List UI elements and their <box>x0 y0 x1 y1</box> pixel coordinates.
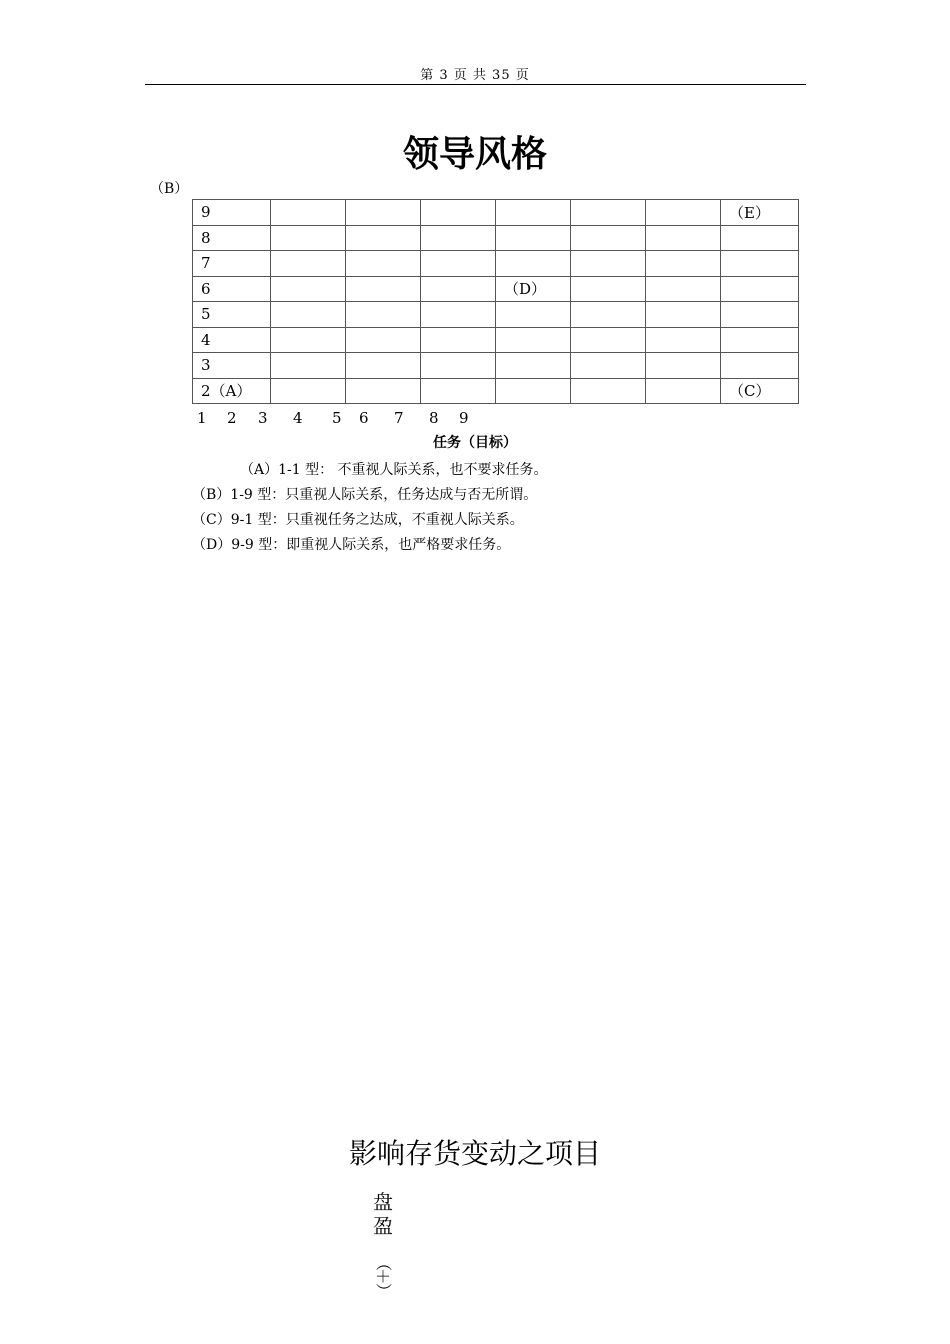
grid-cell <box>646 276 721 302</box>
bracket-open: （ <box>374 1254 393 1271</box>
grid-row-label: 3 <box>193 353 271 379</box>
grid-cell <box>646 353 721 379</box>
grid-cell <box>721 276 799 302</box>
leadership-grid <box>192 199 799 404</box>
page-title: 领导风格 <box>402 134 547 175</box>
grid-cell <box>496 200 571 226</box>
grid-cell <box>346 276 421 302</box>
x-tick: 3 <box>258 409 268 427</box>
grid-cell <box>421 251 496 277</box>
grid-row-label: 7 <box>193 251 271 277</box>
x-tick: 5 <box>332 409 342 427</box>
grid-cell <box>571 276 646 302</box>
x-tick: 9 <box>459 409 469 427</box>
x-tick: 6 <box>359 409 369 427</box>
legend-item: （A）1-1 型： 不重视人际关系，也不要求任务。 <box>240 462 548 478</box>
grid-row <box>193 327 799 353</box>
x-tick: 7 <box>394 409 404 427</box>
vertical-label <box>371 1190 395 1238</box>
section-title: 影响存货变动之项目 <box>348 1137 601 1170</box>
grid-cell <box>271 353 346 379</box>
vertical-char: 盘 <box>373 1190 393 1214</box>
x-axis-ticks <box>0 409 950 429</box>
grid-row-label: 2（A） <box>193 378 271 404</box>
grid-cell <box>271 378 346 404</box>
grid-row <box>193 225 799 251</box>
grid-cell <box>346 225 421 251</box>
grid-cell <box>721 353 799 379</box>
grid-row <box>193 378 799 404</box>
grid-cell <box>496 251 571 277</box>
grid-cell <box>646 251 721 277</box>
grid-cell <box>271 302 346 328</box>
grid-cell <box>646 302 721 328</box>
grid-cell <box>571 353 646 379</box>
x-tick: 8 <box>429 409 439 427</box>
grid-cell <box>571 251 646 277</box>
grid-cell <box>721 225 799 251</box>
grid-row-label: 6 <box>193 276 271 302</box>
grid-cell <box>271 225 346 251</box>
grid-cell <box>346 327 421 353</box>
grid-cell <box>271 327 346 353</box>
x-tick: 2 <box>227 409 237 427</box>
vertical-bracket <box>373 1256 393 1298</box>
y-axis-label: （B） <box>150 181 189 197</box>
x-axis-label: 任务（目标） <box>433 435 517 451</box>
grid-cell <box>571 302 646 328</box>
plus-sign: ＋ <box>374 1267 391 1286</box>
grid-cell <box>721 327 799 353</box>
grid-cell: （D） <box>496 276 571 302</box>
grid-cell <box>496 378 571 404</box>
grid-row <box>193 353 799 379</box>
x-tick: 1 <box>197 409 207 427</box>
grid-cell <box>271 276 346 302</box>
legend-item: （D）9-9 型：即重视人际关系，也严格要求任务。 <box>192 537 511 553</box>
legend <box>192 458 548 558</box>
grid-row-label: 4 <box>193 327 271 353</box>
grid-cell <box>496 225 571 251</box>
grid-cell <box>421 378 496 404</box>
grid-cell <box>271 200 346 226</box>
grid-cell <box>421 200 496 226</box>
grid-cell <box>346 251 421 277</box>
grid-cell <box>721 251 799 277</box>
grid-row-label: 9 <box>193 200 271 226</box>
grid-row-label: 5 <box>193 302 271 328</box>
grid-cell <box>571 378 646 404</box>
vertical-char: 盈 <box>373 1214 393 1238</box>
bracket-close: ） <box>374 1282 393 1299</box>
legend-item: （B）1-9 型：只重视人际关系，任务达成与否无所谓。 <box>192 487 538 503</box>
header-divider <box>145 84 806 85</box>
grid-cell <box>421 302 496 328</box>
grid-cell <box>571 225 646 251</box>
grid-row <box>193 200 799 226</box>
grid-row <box>193 251 799 277</box>
grid-cell <box>496 353 571 379</box>
grid-cell <box>271 251 346 277</box>
grid-cell <box>346 200 421 226</box>
grid-cell <box>646 378 721 404</box>
x-tick: 4 <box>293 409 303 427</box>
grid-cell <box>646 200 721 226</box>
grid-cell <box>571 327 646 353</box>
grid-cell <box>421 327 496 353</box>
grid-cell <box>721 302 799 328</box>
legend-item: （C）9-1 型：只重视任务之达成，不重视人际关系。 <box>192 512 524 528</box>
grid-cell <box>421 353 496 379</box>
grid-row <box>193 302 799 328</box>
page-indicator: 第 3 页 共 35 页 <box>420 68 530 83</box>
grid-cell <box>646 327 721 353</box>
grid-cell <box>421 225 496 251</box>
grid-cell <box>496 327 571 353</box>
grid-cell: （C） <box>721 378 799 404</box>
grid-cell <box>496 302 571 328</box>
grid-cell <box>646 225 721 251</box>
grid-cell <box>421 276 496 302</box>
grid-cell <box>571 200 646 226</box>
grid-cell <box>346 378 421 404</box>
grid-row <box>193 276 799 302</box>
grid-cell <box>346 302 421 328</box>
grid-cell: （E） <box>721 200 799 226</box>
grid-row-label: 8 <box>193 225 271 251</box>
grid-cell <box>346 353 421 379</box>
